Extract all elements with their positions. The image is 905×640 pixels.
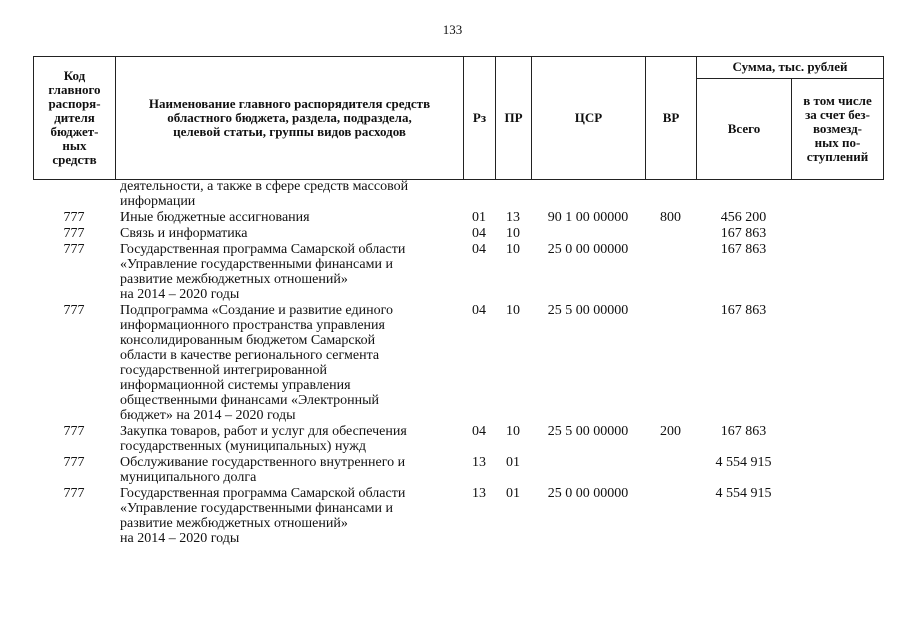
row-rz: 01 <box>472 210 486 225</box>
row-rz: 04 <box>472 242 486 257</box>
row-pr: 01 <box>506 486 520 501</box>
row-code: 777 <box>63 424 85 439</box>
row-code: 777 <box>63 303 85 318</box>
header-total: Всего <box>697 78 792 179</box>
row-vr <box>645 303 696 424</box>
header-csr: ЦСР <box>532 57 646 180</box>
row-csr <box>531 226 645 242</box>
table-row <box>33 455 883 486</box>
row-incl <box>791 210 883 226</box>
row-csr: 25 0 00 00000 <box>547 486 629 501</box>
row-incl <box>791 486 883 547</box>
row-vr <box>645 486 696 547</box>
header-code: Код главного распоря- дителя бюджет- ных средств <box>34 57 116 180</box>
row-csr: 90 1 00 00000 <box>547 210 629 225</box>
row-incl <box>791 242 883 303</box>
header-rz: Рз <box>464 57 496 180</box>
header-vr: ВР <box>646 57 697 180</box>
row-pr <box>495 179 531 210</box>
row-total: 4 554 915 <box>715 455 772 470</box>
row-code: 777 <box>63 210 85 225</box>
row-name: Иные бюджетные ассигнования <box>120 210 310 225</box>
row-code: 777 <box>63 226 85 241</box>
row-incl <box>791 424 883 455</box>
table-row <box>33 242 883 303</box>
row-code: 777 <box>63 455 85 470</box>
row-pr: 13 <box>506 210 520 225</box>
table-row <box>33 424 883 455</box>
row-pr: 01 <box>506 455 520 470</box>
table-body <box>33 179 883 547</box>
header-sum: Сумма, тыс. рублей <box>697 57 884 79</box>
table-header <box>33 56 884 180</box>
row-pr: 10 <box>506 226 520 241</box>
row-rz: 04 <box>472 424 486 439</box>
row-incl <box>791 455 883 486</box>
row-incl <box>791 226 883 242</box>
row-code: 777 <box>63 242 85 257</box>
row-csr <box>531 179 645 210</box>
row-incl <box>791 179 883 210</box>
row-name: Закупка товаров, работ и услуг для обеспечения государственных (муниципальных) нужд <box>120 424 407 454</box>
row-name: Подпрограмма «Создание и развитие единого информационного пространства управления консолидированным бюджетом Самарской области в качестве регионального сегмента государственной интегрированной информационной системы управления общественными финансами «Электронный бюджет» на 2014 – 2020 годы <box>120 303 393 423</box>
row-csr: 25 0 00 00000 <box>547 242 629 257</box>
row-vr <box>645 226 696 242</box>
row-rz <box>463 179 495 210</box>
header-incl: в том числе за счет без- возмезд- ных по- ступлений <box>792 78 884 179</box>
row-csr: 25 5 00 00000 <box>547 303 629 318</box>
row-name: Государственная программа Самарской области «Управление государственными финансами и развитие межбюджетных отношений» на 2014 – 2020 годы <box>120 486 406 546</box>
row-rz: 04 <box>472 303 486 318</box>
row-name: Государственная программа Самарской области «Управление государственными финансами и развитие межбюджетных отношений» на 2014 – 2020 годы <box>120 242 406 302</box>
row-incl <box>791 303 883 424</box>
row-total: 456 200 <box>720 210 767 225</box>
row-name: Связь и информатика <box>120 226 248 241</box>
row-vr: 200 <box>660 424 681 439</box>
table-row <box>33 303 883 424</box>
row-vr <box>645 242 696 303</box>
row-vr <box>645 179 696 210</box>
row-pr: 10 <box>506 424 520 439</box>
table-row <box>33 226 883 242</box>
row-total: 4 554 915 <box>715 486 772 501</box>
row-pr: 10 <box>506 242 520 257</box>
row-total: 167 863 <box>720 242 767 257</box>
row-vr: 800 <box>660 210 681 225</box>
table-row <box>33 179 883 210</box>
row-code <box>33 179 115 210</box>
row-total: 167 863 <box>720 226 767 241</box>
row-total: 167 863 <box>720 303 767 318</box>
table-row <box>33 210 883 226</box>
row-csr: 25 5 00 00000 <box>547 424 629 439</box>
row-name: деятельности, а также в сфере средств массовой информации <box>120 179 409 209</box>
row-name: Обслуживание государственного внутреннего и муниципального долга <box>120 455 406 485</box>
header-name: Наименование главного распорядителя средств областного бюджета, раздела, подраздела, целевой статьи, группы видов расходов <box>116 57 464 180</box>
page-number: 133 <box>442 22 463 37</box>
row-vr <box>645 455 696 486</box>
row-csr <box>531 455 645 486</box>
row-code: 777 <box>63 486 85 501</box>
table-row <box>33 486 883 547</box>
row-total <box>696 179 791 210</box>
row-rz: 13 <box>472 486 486 501</box>
row-total: 167 863 <box>720 424 767 439</box>
row-rz: 04 <box>472 226 486 241</box>
row-rz: 13 <box>472 455 486 470</box>
row-pr: 10 <box>506 303 520 318</box>
header-pr: ПР <box>496 57 532 180</box>
